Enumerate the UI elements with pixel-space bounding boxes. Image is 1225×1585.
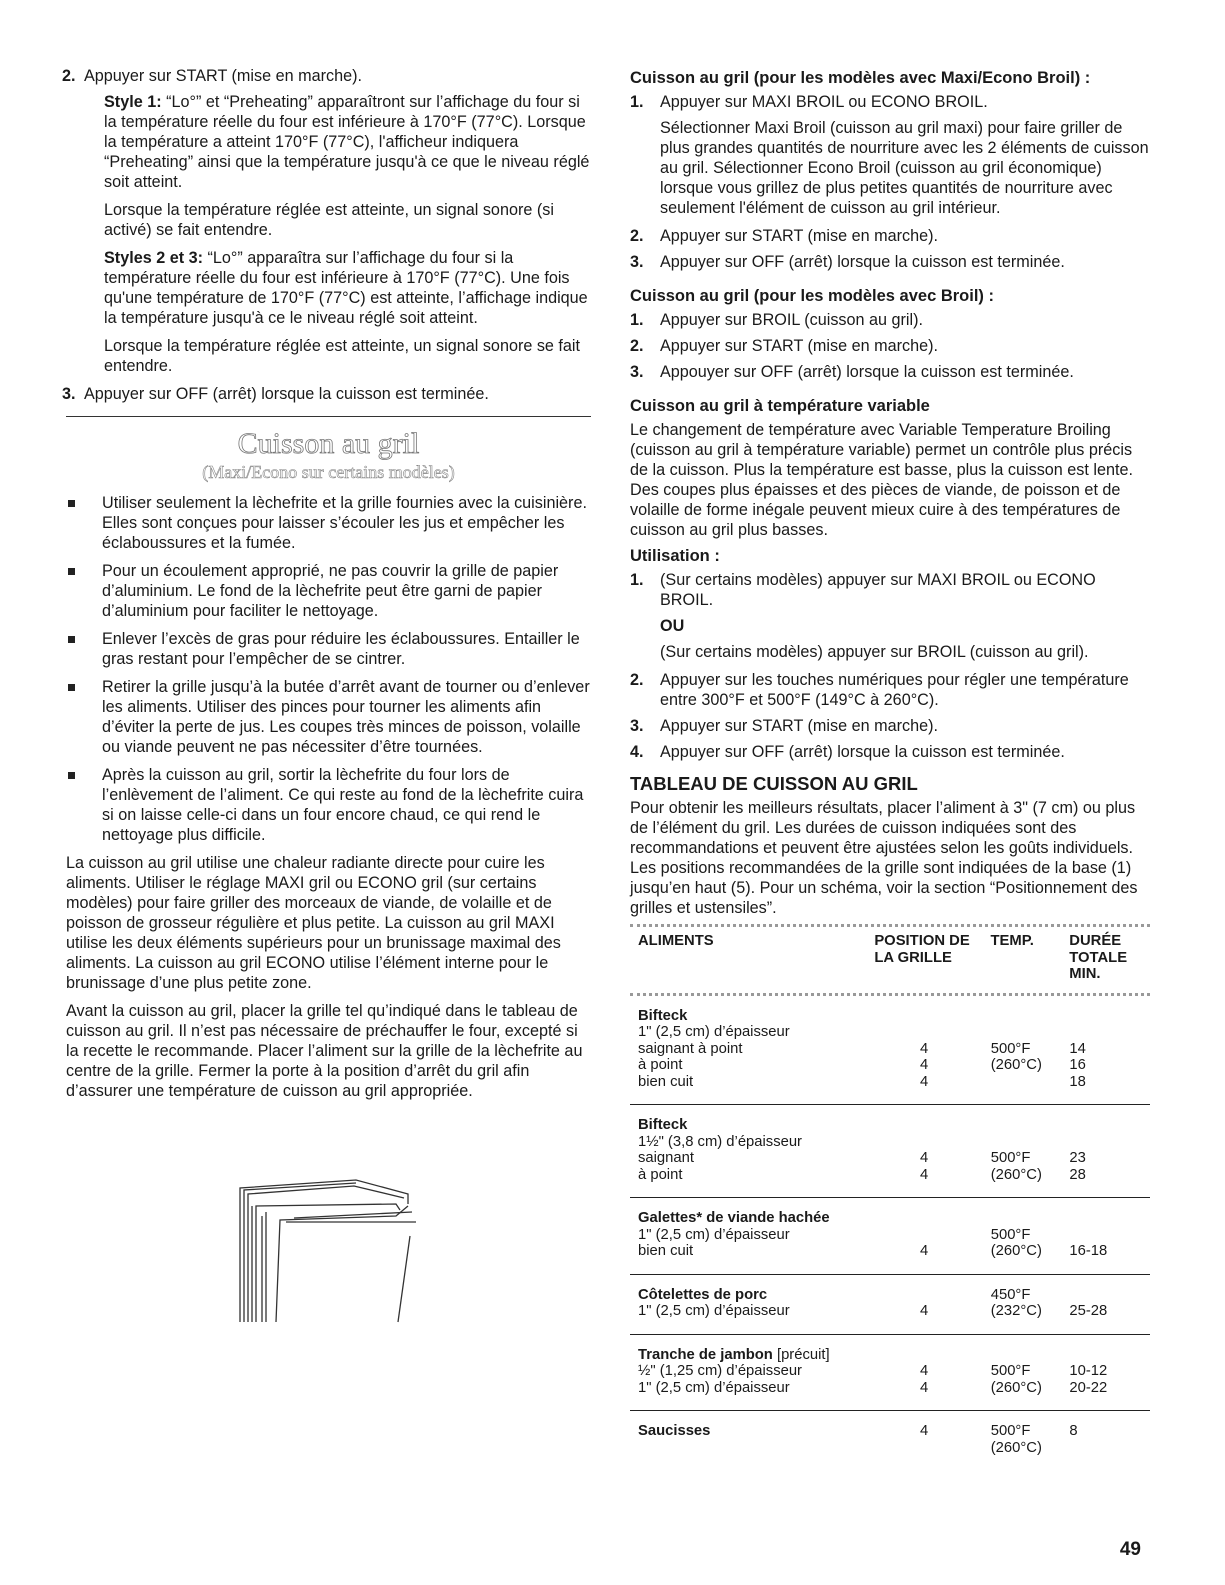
temperature: 450°F: [990, 1286, 1031, 1303]
step-number: 1.: [630, 311, 644, 329]
food-name: [630, 1210, 874, 1227]
duration: [1069, 1134, 1150, 1151]
step-text: Appuyer sur OFF (arrêt) lorsque la cuisson est terminée.: [84, 385, 489, 403]
table-group: [630, 1274, 1150, 1334]
bullet-text: Enlever l’excès de gras pour réduire les éclaboussures. Entailler le gras restant pour l’empêcher de se cintrer.: [102, 630, 580, 668]
rack-position: 4: [919, 1150, 929, 1166]
temperature: [991, 1134, 1070, 1151]
food-name: [630, 1287, 874, 1304]
maxi-step-2: [630, 226, 1150, 246]
step-text: Appuyer sur BROIL (cuisson au gril).: [660, 311, 923, 329]
duration: 14: [1069, 1040, 1086, 1057]
or-label: OU: [660, 617, 685, 635]
table-row: [630, 1150, 1150, 1167]
bullet-list: [66, 493, 591, 845]
food-detail: bien cuit: [638, 1243, 694, 1259]
table-row: [630, 1041, 1150, 1058]
rack-position: 4: [919, 1379, 929, 1396]
paragraph-broil-setup: Avant la cuisson au gril, placer la grille tel qu’indiqué dans le tableau de cuisson au gril. Il n’est pas nécessaire de préchauffer le four, excepté si la recette le recommande. Placer l’aliment sur la grille de la lèchefrite au centre de la grille. Fermer la porte à la position d’arrêt du gril afin d’assurer une température de cuisson au gril appropriée.: [66, 1002, 583, 1100]
variable-step-3: [630, 716, 1150, 736]
variable-step-1-alt: (Sur certains modèles) appuyer sur BROIL (cuisson au gril).: [660, 643, 1089, 661]
styles23-paragraph: [104, 248, 591, 328]
table-row: [630, 1074, 1150, 1091]
food-title: Bifteck: [638, 1007, 688, 1024]
rack-position: [874, 1024, 991, 1041]
bullet-text: Pour un écoulement approprié, ne pas couvrir la grille de papier d’aluminium. Le fond de la lèchefrite peut être garni de papier d’aluminium pour faciliter le nettoyage.: [102, 562, 559, 620]
header-position-line2: LA GRILLE: [874, 949, 952, 966]
temperature: [991, 1210, 1070, 1227]
temperature: 500°F: [990, 1363, 1031, 1379]
table-group: [630, 1197, 1150, 1274]
bullet-item: [66, 561, 591, 621]
bullet-square-icon: [66, 629, 102, 669]
food-name: [630, 1347, 874, 1364]
maxi-step-1-detail: Sélectionner Maxi Broil (cuisson au gril maxi) pour faire griller de plus grandes quantités de nourriture avec les 2 éléments de cuisson au gril. Sélectionner Econo Broil (cuisson au gril économique) lorsque vous grillez de plus petites quantités de nourriture avec seulement l'élément de cuisson au gril intérieur.: [660, 119, 1149, 217]
rack-position: 4: [919, 1040, 929, 1057]
duration: 20-22: [1069, 1379, 1108, 1396]
step-text: (Sur certains modèles) appuyer sur MAXI BROIL ou ECONO BROIL.: [660, 571, 1096, 609]
food-title: Galettes* de viande hachée: [638, 1210, 830, 1226]
section-title: Cuisson au gril: [237, 427, 420, 460]
variable-text: Le changement de température avec Variable Temperature Broiling (cuisson au gril à température variable) permet un contrôle plus précis de la cuisson. Plus la température est basse, plus la cuisson est lente. Des coupes plus épaisses et des pièces de viande, de poisson et de volaille de forme inégale peuvent mieux cuire à des températures de cuisson au gril plus basses.: [630, 421, 1133, 539]
duration: 16-18: [1069, 1243, 1108, 1259]
use-heading: Utilisation :: [630, 547, 720, 565]
food-title: Bifteck: [638, 1117, 688, 1133]
step-text: Appuyer sur START (mise en marche).: [660, 717, 938, 735]
step-text: Appuyer sur START (mise en marche).: [660, 227, 938, 245]
duration: 25-28: [1069, 1303, 1108, 1319]
food-title-suffix: [précuit]: [772, 1346, 830, 1363]
maxi-heading: Cuisson au gril (pour les modèles avec Maxi/Econo Broil) :: [630, 69, 1091, 87]
bullet-square-icon: [66, 677, 102, 757]
table-group: [630, 1410, 1150, 1470]
food-detail: saignant: [638, 1150, 694, 1166]
rack-position: [874, 1134, 991, 1151]
step-2: [62, 66, 591, 86]
rack-position: [874, 1227, 991, 1244]
rack-position: 4: [919, 1423, 929, 1439]
food-detail: à point: [638, 1057, 683, 1073]
header-duration-line3: MIN.: [1069, 966, 1101, 982]
temperature: [991, 1347, 1070, 1364]
table-row: [630, 1167, 1150, 1184]
food-name: [630, 1423, 874, 1440]
header-duration: [1069, 933, 1150, 983]
food-name: [630, 1008, 874, 1025]
food-title: Saucisses: [638, 1423, 711, 1439]
variable-step-4: [630, 742, 1150, 762]
header-position-line1: POSITION DE: [874, 933, 970, 949]
table-group-title-row: [630, 1347, 1150, 1364]
step-text: Appuyer sur OFF (arrêt) lorsque la cuisson est terminée.: [660, 253, 1065, 271]
broil-heading: Cuisson au gril (pour les modèles avec Broil) :: [630, 287, 994, 305]
temperature: [991, 1117, 1070, 1134]
variable-step-2: [630, 670, 1150, 710]
table-row: [630, 1363, 1150, 1380]
bullet-square-icon: [66, 493, 102, 553]
step-number: 3.: [62, 385, 76, 403]
bullet-square-icon: [66, 561, 102, 621]
step-text: Appuyer sur MAXI BROIL ou ECONO BROIL.: [660, 93, 988, 111]
rack-position: 4: [919, 1243, 929, 1259]
table-header-row: [630, 927, 1150, 993]
table-group-title-row: [630, 1210, 1150, 1227]
table-title: TABLEAU DE CUISSON AU GRIL: [630, 773, 918, 794]
table-group-title-row: [630, 1287, 1150, 1304]
rack-position: 4: [919, 1057, 929, 1073]
step-number: 2.: [630, 337, 644, 355]
food-detail: ½" (1,25 cm) d’épaisseur: [638, 1363, 802, 1379]
food-detail: 1" (2,5 cm) d’épaisseur: [638, 1379, 790, 1396]
table-row: [630, 1024, 1150, 1041]
table-group-title-row: [630, 1423, 1150, 1440]
temperature: [991, 1074, 1070, 1091]
duration: 8: [1069, 1423, 1078, 1439]
table-row: [630, 1380, 1150, 1397]
table-group: [630, 1334, 1150, 1411]
step-text: Appouyer sur OFF (arrêt) lorsque la cuisson est terminée.: [660, 363, 1074, 381]
temperature: (260°C): [990, 1166, 1042, 1183]
step-number: 1.: [630, 571, 644, 589]
rack-position: 4: [919, 1363, 929, 1379]
food-detail: à point: [638, 1166, 683, 1183]
rack-position: 4: [919, 1073, 929, 1090]
rack-position: [874, 1210, 991, 1227]
bullet-item: [66, 629, 591, 669]
bullet-text: Après la cuisson au gril, sortir la lèchefrite du four lors de l’enlèvement de l’aliment. Ce qui reste au fond de la lèchefrite cuira si on laisse celle-ci dans un four encore chaud, ce qui rend le nettoyage plus difficile.: [102, 766, 584, 844]
temperature: (260°C): [990, 1439, 1042, 1456]
broil-step-3: [630, 362, 1150, 382]
step-number: 4.: [630, 743, 644, 761]
step-text: Appuyer sur les touches numériques pour régler une température entre 300°F et 500°F (149°C à 260°C).: [660, 671, 1129, 709]
bullet-text: Utiliser seulement la lèchefrite et la grille fournies avec la cuisinière. Elles sont conçues pour laisser s’écouler les jus et empêcher les éclaboussures et la fumée.: [102, 494, 587, 552]
table-group: [630, 1104, 1150, 1197]
table-row: [630, 1243, 1150, 1260]
step-number: 3.: [630, 717, 644, 735]
rack-position: 4: [919, 1303, 929, 1319]
maxi-step-1: [630, 92, 1150, 112]
step-number: 1.: [630, 93, 644, 111]
step-number: 2.: [62, 67, 76, 85]
duration: [1069, 1210, 1150, 1227]
oven-door-illustration: [236, 1176, 416, 1326]
table-row: [630, 1227, 1150, 1244]
bullet-item: [66, 493, 591, 553]
table-row: [630, 1440, 1150, 1457]
rack-position: [874, 1008, 991, 1025]
rack-position: 4: [919, 1166, 929, 1183]
food-name: [630, 1117, 874, 1134]
temperature: (260°C): [990, 1243, 1042, 1259]
temperature: (232°C): [990, 1303, 1042, 1319]
bullet-text: Retirer la grille jusqu’à la butée d’arrêt avant de tourner ou d’enlever les aliments. Utiliser des pinces pour tourner les aliments afin d’éviter la perte de jus. Les coupes très minces de poisson, volaille ou viande peuvent ne pas nécessiter d’être tournées.: [102, 678, 590, 756]
broil-step-2: [630, 336, 1150, 356]
section-divider: [66, 416, 591, 417]
food-detail: saignant à point: [638, 1040, 743, 1057]
rack-position: [874, 1347, 991, 1364]
temperature: (260°C): [990, 1057, 1042, 1073]
duration: 18: [1069, 1073, 1086, 1090]
temperature: 500°F: [990, 1040, 1031, 1057]
food-detail: 1" (2,5 cm) d’épaisseur: [638, 1024, 790, 1040]
header-duration-line2: TOTALE: [1069, 949, 1128, 966]
duration: [1069, 1287, 1150, 1304]
paragraph-broil-intro: La cuisson au gril utilise une chaleur radiante directe pour cuire les aliments. Utiliser le réglage MAXI gril ou ECONO gril (sur certains modèles) pour faire griller des morceaux de viande, de volaille et de poisson de grosseur régulière et plus petite. La cuisson au gril MAXI utilise les deux éléments supérieurs pour un brunissage maximal des aliments. La cuisson au gril ECONO utilise l’élément interne pour le brunissage d’une plus petite zone.: [66, 854, 561, 992]
temperature: (260°C): [990, 1379, 1042, 1396]
step-text: Appuyer sur OFF (arrêt) lorsque la cuisson est terminée.: [660, 743, 1065, 761]
header-duration-line1: DURÉE: [1069, 933, 1122, 949]
style1-signal: Lorsque la température réglée est atteinte, un signal sonore (si activé) se fait entendre.: [104, 201, 554, 239]
duration: [1069, 1440, 1150, 1457]
step-text: Appuyer sur START (mise en marche).: [660, 337, 938, 355]
rack-position: [874, 1440, 991, 1457]
duration: [1069, 1024, 1150, 1041]
temperature: 500°F: [990, 1226, 1031, 1243]
temperature: 500°F: [990, 1423, 1031, 1439]
bullet-item: [66, 677, 591, 757]
style1-text: “Lo°” et “Preheating” apparaîtront sur l’affichage du four si la température réelle du four est inférieure à 170°F (77°C). Lorsque la température a atteint 170°F (77°C), l'afficheur indiquera “Preheating” ainsi que la température jusqu'à ce que le niveau réglé soit atteint.: [104, 93, 590, 191]
duration: [1069, 1117, 1150, 1134]
step-number: 2.: [630, 671, 644, 689]
duration: 16: [1069, 1057, 1086, 1073]
food-detail: [630, 1440, 874, 1457]
styles23-signal: Lorsque la température réglée est atteinte, un signal sonore se fait entendre.: [104, 337, 581, 375]
right-column: [630, 66, 1150, 1470]
styles23-text: “Lo°” apparaîtra sur l’affichage du four si la température réelle du four est inférieure à 170°F (77°C). Une fois qu'une température de 170°F (77°C) est atteinte, l’affichage indique la température jusqu'à ce le niveau réglé soit atteint.: [104, 249, 588, 327]
broil-table: [630, 924, 1150, 1470]
temperature: 500°F: [990, 1150, 1031, 1166]
table-body: [630, 996, 1150, 1471]
rack-position: [874, 1287, 991, 1304]
variable-heading: Cuisson au gril à température variable: [630, 397, 930, 415]
broil-step-1: [630, 310, 1150, 330]
variable-step-1: [630, 570, 1150, 610]
duration: 10-12: [1069, 1363, 1108, 1379]
table-group-title-row: [630, 1008, 1150, 1025]
food-detail: 1½" (3,8 cm) d’épaisseur: [638, 1133, 802, 1150]
left-column: [62, 66, 591, 1109]
duration: [1069, 1347, 1150, 1364]
food-detail: 1" (2,5 cm) d’épaisseur: [638, 1226, 790, 1243]
food-title: Côtelettes de porc: [638, 1286, 768, 1303]
table-row: [630, 1134, 1150, 1151]
table-intro: Pour obtenir les meilleurs résultats, placer l’aliment à 3" (7 cm) ou plus de l’élément du gril. Les durées de cuisson indiquées sont des recommandations et peuvent être ajustées selon les goûts individuels. Les positions recommandées de la grille sont indiquées de la base (1) jusqu’en haut (5). Pour un schéma, voir la section “Positionnement des grilles et ustensiles”.: [630, 799, 1138, 917]
step-number: 3.: [630, 363, 644, 381]
table-group-title-row: [630, 1117, 1150, 1134]
style1-label: Style 1:: [104, 93, 162, 111]
page-number: 49: [1119, 1539, 1141, 1560]
header-food: ALIMENTS: [638, 933, 714, 949]
style1-paragraph: [104, 92, 591, 192]
food-detail: bien cuit: [638, 1073, 694, 1090]
temperature: [991, 1008, 1070, 1025]
step-number: 2.: [630, 227, 644, 245]
duration: 23: [1069, 1150, 1086, 1166]
duration: 28: [1069, 1166, 1086, 1183]
bullet-item: [66, 765, 591, 845]
food-detail: 1" (2,5 cm) d’épaisseur: [638, 1303, 790, 1319]
rack-position: [874, 1117, 991, 1134]
table-group: [630, 996, 1150, 1105]
temperature: [991, 1024, 1070, 1041]
header-temp: TEMP.: [990, 933, 1034, 949]
duration: [1069, 1008, 1150, 1025]
header-position: [874, 933, 990, 983]
section-subtitle: (Maxi/Econo sur certains modèles): [202, 462, 455, 482]
step-3: [62, 384, 591, 404]
table-row: [630, 1303, 1150, 1320]
food-title: Tranche de jambon: [638, 1346, 773, 1363]
duration: [1069, 1227, 1150, 1244]
step-number: 3.: [630, 253, 644, 271]
styles23-label: Styles 2 et 3:: [104, 249, 203, 267]
bullet-square-icon: [66, 765, 102, 845]
step-text: Appuyer sur START (mise en marche).: [84, 67, 362, 85]
maxi-step-3: [630, 252, 1150, 272]
table-row: [630, 1057, 1150, 1074]
